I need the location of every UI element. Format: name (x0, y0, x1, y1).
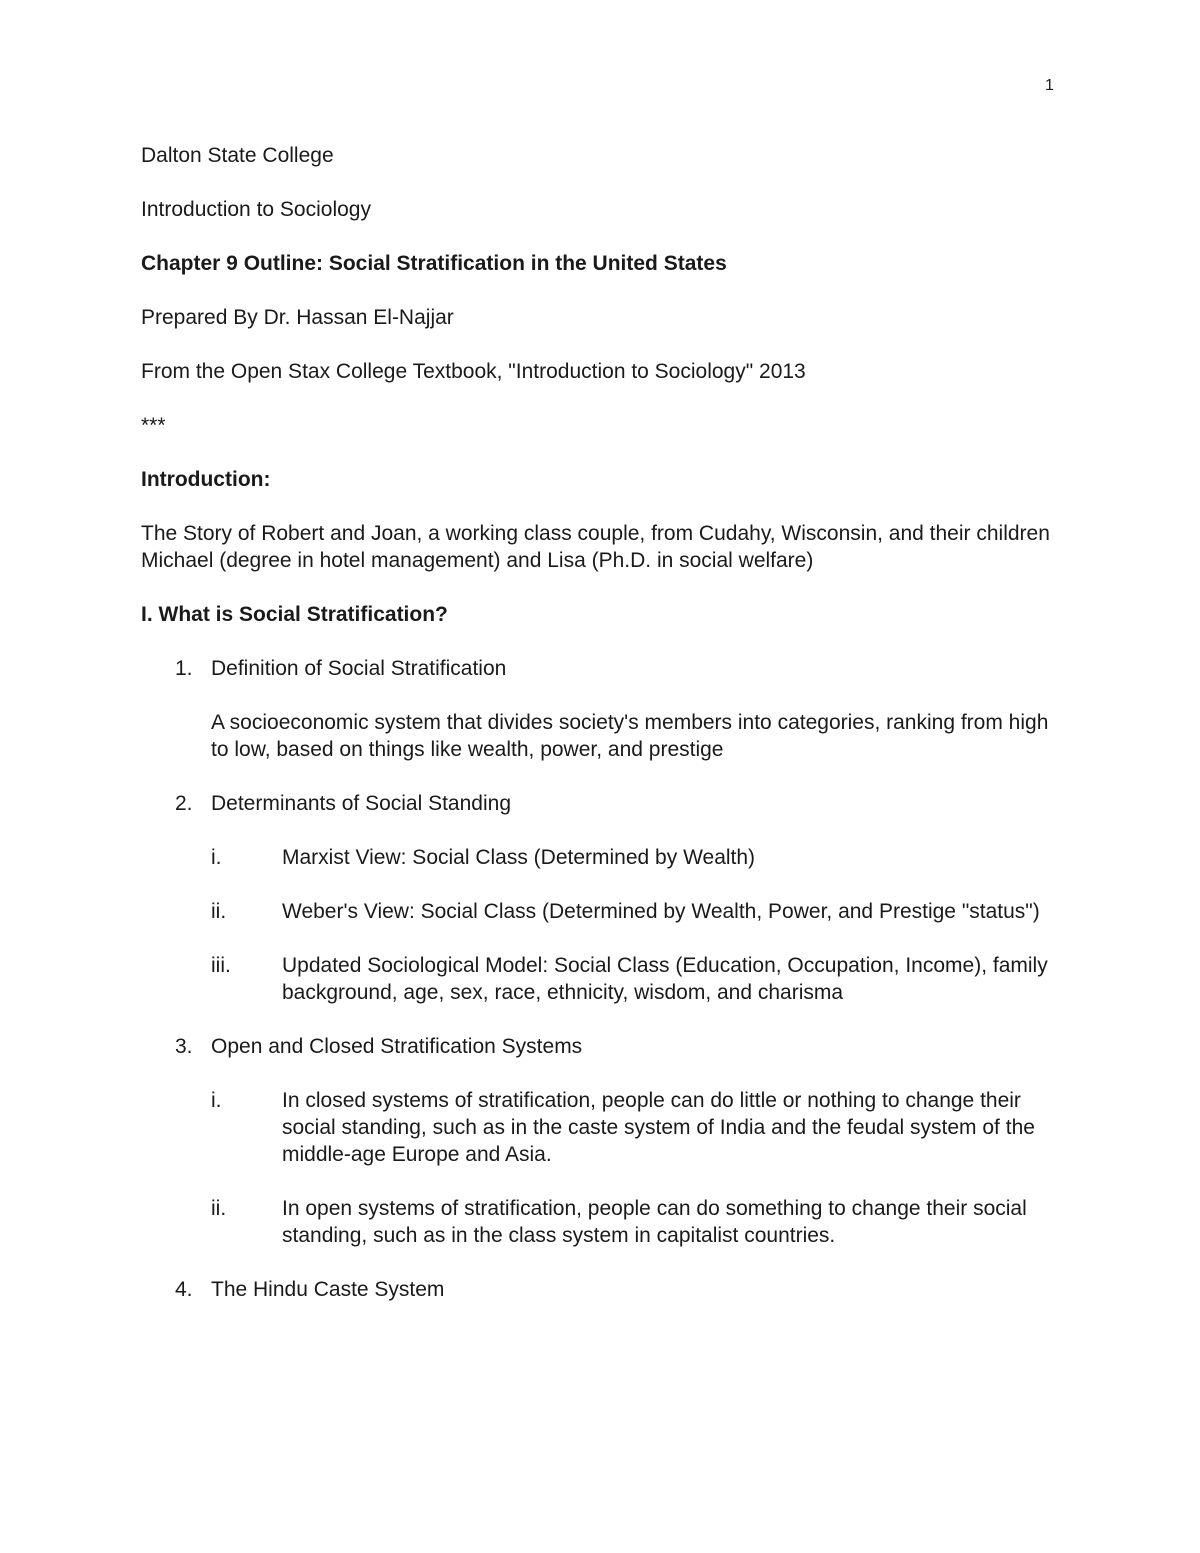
list-number: 3. (175, 1035, 193, 1058)
list-item-caste-system (141, 1276, 1071, 1303)
list-item-open-closed (141, 1033, 1071, 1060)
list-number: 1. (175, 657, 193, 680)
sub-item-text: Marxist View: Social Class (Determined by Wealth) (282, 846, 756, 869)
sub-item (141, 1195, 1071, 1249)
list-item-label: Determinants of Social Standing (211, 792, 511, 815)
sub-item (141, 952, 1071, 1006)
separator: *** (141, 414, 166, 437)
sub-item (141, 1087, 1071, 1168)
author-line: Prepared By Dr. Hassan El-Najjar (141, 306, 454, 329)
list-item-label: Open and Closed Stratification Systems (211, 1035, 583, 1058)
list-number: 2. (175, 792, 193, 815)
sub-item-number: iii. (211, 954, 231, 977)
sub-item-text: In closed systems of stratification, people can do little or nothing to change their social standing, such as in the caste system of India and the feudal system of the middle-age Europe and Asia. (282, 1089, 1035, 1166)
sub-item-number: ii. (211, 1197, 227, 1220)
list-item-label: Definition of Social Stratification (211, 657, 507, 680)
institution-name: Dalton State College (141, 144, 334, 167)
section-heading: I. What is Social Stratification? (141, 603, 448, 626)
list-item-determinants (141, 790, 1071, 817)
introduction-text: The Story of Robert and Joan, a working class couple, from Cudahy, Wisconsin, and their children Michael (degree in hotel management) and Lisa (Ph.D. in social welfare) (141, 522, 1050, 572)
definition-text: A socioeconomic system that divides society's members into categories, ranking from high to low, based on things like wealth, power, and prestige (211, 711, 1049, 761)
sub-item-text: Updated Sociological Model: Social Class (Education, Occupation, Income), family background, age, sex, race, ethnicity, wisdom, and charisma (282, 954, 1048, 1004)
sub-item-number: i. (211, 1089, 222, 1112)
introduction-heading: Introduction: (141, 468, 271, 491)
sub-item (141, 844, 1071, 871)
course-name: Introduction to Sociology (141, 198, 371, 221)
source-line: From the Open Stax College Textbook, "Introduction to Sociology" 2013 (141, 360, 806, 383)
sub-item-number: ii. (211, 900, 227, 923)
document-title: Chapter 9 Outline: Social Stratification in the United States (141, 252, 727, 275)
document-body (141, 142, 1071, 1330)
sub-item (141, 898, 1071, 925)
page-number: 1 (1045, 77, 1054, 94)
sub-item-number: i. (211, 846, 222, 869)
list-number: 4. (175, 1278, 193, 1301)
sub-item-text: In open systems of stratification, people can do something to change their social standing, such as in the class system in capitalist countries. (282, 1197, 1027, 1247)
sub-item-text: Weber's View: Social Class (Determined by Wealth, Power, and Prestige "status") (282, 900, 1040, 923)
list-item-definition (141, 655, 1071, 682)
list-item-label: The Hindu Caste System (211, 1278, 445, 1301)
